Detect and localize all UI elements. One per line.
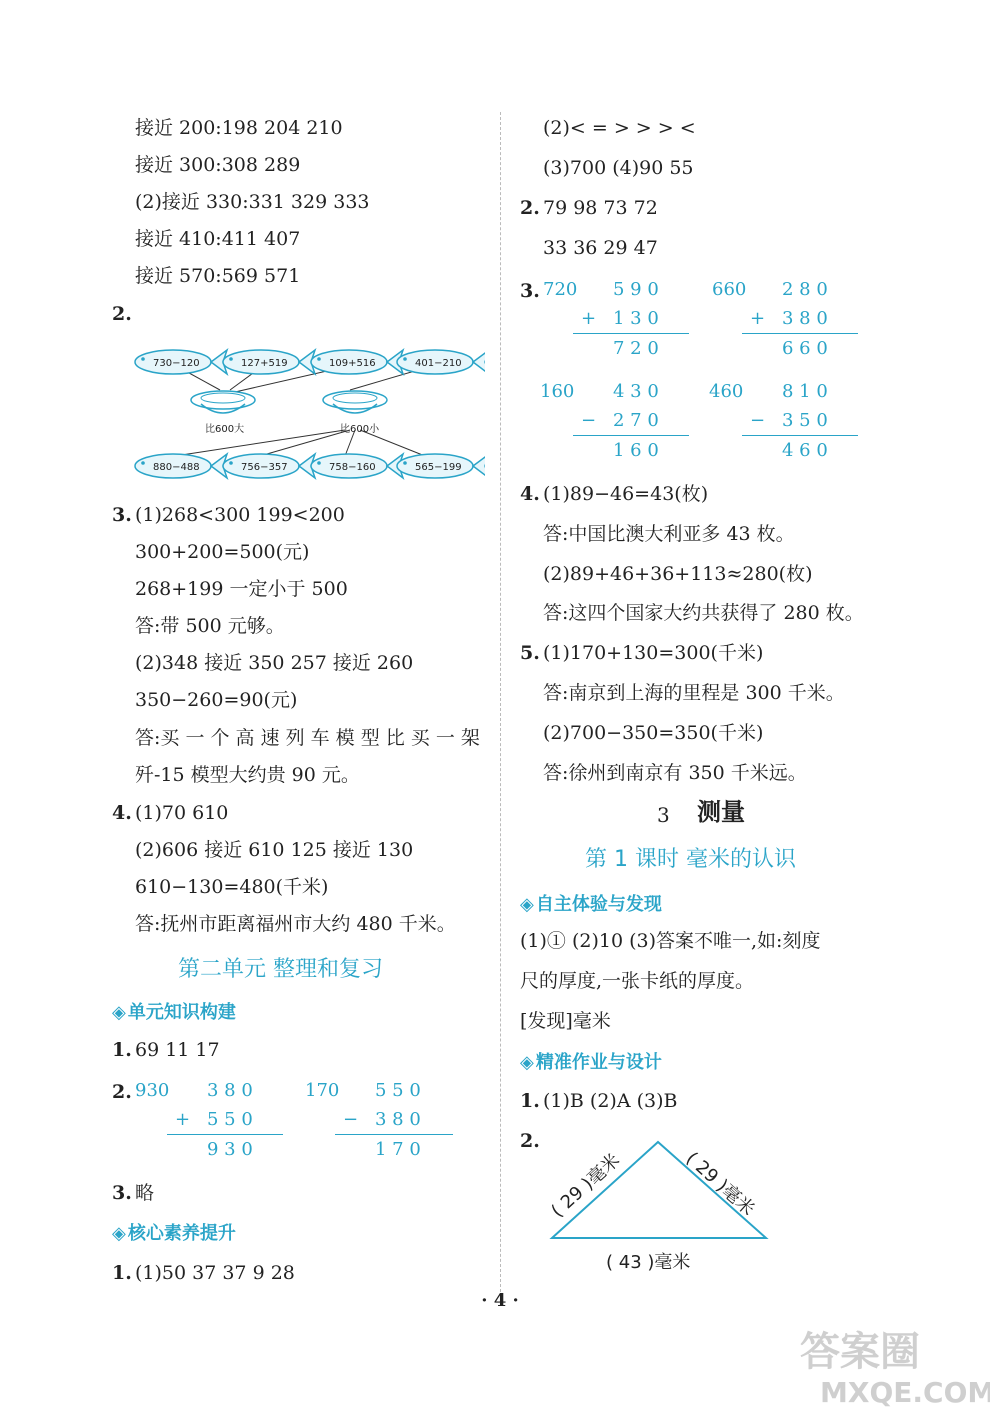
- unit-title: 第二单元 整理和复习: [178, 957, 383, 982]
- question-number: 2.: [520, 1130, 540, 1152]
- text-line: 79 98 73 72: [543, 197, 658, 219]
- section-heading: ◈ 单元知识构建: [112, 1002, 236, 1023]
- fish-label: 401−210: [415, 358, 462, 369]
- text-line: 答:南京到上海的里程是 300 千米。: [543, 682, 845, 704]
- text-line: (1)70 610: [135, 802, 229, 824]
- text-line: 69 11 17: [135, 1039, 220, 1061]
- question-number: 2.: [520, 197, 540, 219]
- text-line: (2)89+46+36+113≈280(枚): [543, 563, 813, 585]
- column-divider: [500, 112, 501, 1302]
- triangle-diagram: [530, 1130, 800, 1280]
- text-line: 接近 300:308 289: [135, 154, 301, 176]
- text-line: 歼-15 模型大约贵 90 元。: [135, 764, 360, 786]
- question-number: 1.: [112, 1262, 132, 1284]
- question-number: 1.: [112, 1039, 132, 1061]
- section-heading: ◈ 精准作业与设计: [520, 1052, 662, 1073]
- text-line: (2)< = > > > <: [543, 117, 696, 139]
- vertical-calculation: 460 8 1 0 − 3 5 0 4 6 0: [709, 381, 869, 471]
- diamond-icon: ◈: [112, 1002, 126, 1023]
- question-number: 2.: [112, 303, 132, 325]
- diamond-icon: ◈: [520, 1052, 534, 1073]
- question-number: 4.: [520, 483, 540, 505]
- svg-text:答案圈: 答案圈: [800, 1329, 920, 1375]
- question-number: 3.: [112, 1182, 132, 1204]
- fish-label: 758−160: [329, 462, 376, 473]
- triangle-right-label: ( 29 )毫米: [681, 1148, 759, 1221]
- triangle-left-label: ( 29 )毫米: [547, 1149, 625, 1222]
- text-line: 接近 200:198 204 210: [135, 117, 343, 139]
- question-number: 1.: [520, 1090, 540, 1112]
- vertical-calculation: 160 4 3 0 − 2 7 0 1 6 0: [540, 381, 700, 471]
- page-number: · 4 ·: [481, 1290, 519, 1311]
- text-line: 接近 570:569 571: [135, 265, 301, 287]
- text-line: (2)348 接近 350 257 接近 260: [135, 652, 414, 674]
- vertical-calculation: 930 3 8 0 + 5 5 0 9 3 0: [135, 1080, 295, 1170]
- vertical-calculation: 660 2 8 0 + 3 8 0 6 6 0: [712, 279, 872, 369]
- text-line: (2)接近 330:331 329 333: [135, 191, 370, 213]
- text-line: (3)700 (4)90 55: [543, 157, 694, 179]
- text-line: (1)① (2)10 (3)答案不唯一,如:刻度: [520, 930, 821, 952]
- question-number: 5.: [520, 642, 540, 664]
- text-line: 接近 410:411 407: [135, 228, 301, 250]
- fish-label: 127+519: [241, 358, 288, 369]
- question-number: 3.: [520, 280, 540, 302]
- plate-icon: [191, 391, 255, 413]
- text-line: 答:这四个国家大约共获得了 280 枚。: [543, 602, 864, 624]
- text-line: 答:抚州市距离福州市大约 480 千米。: [135, 913, 456, 935]
- chapter-title: 测量: [697, 798, 745, 826]
- vertical-calculation: 720 5 9 0 + 1 3 0 7 2 0: [543, 279, 703, 369]
- fish-plate-diagram: [125, 338, 485, 488]
- text-line: (1)89−46=43(枚): [543, 483, 709, 505]
- section-heading: ◈ 自主体验与发现: [520, 894, 662, 915]
- fish-label: 730−120: [153, 358, 200, 369]
- question-number: 3.: [112, 504, 132, 526]
- fish-label: 565−199: [415, 462, 462, 473]
- text-line: (1)170+130=300(千米): [543, 642, 764, 664]
- text-line: 答:徐州到南京有 350 千米远。: [543, 762, 807, 784]
- diamond-icon: ◈: [112, 1223, 126, 1244]
- text-line: 答:买 一 个 高 速 列 车 模 型 比 买 一 架: [135, 727, 480, 749]
- text-line: (2)606 接近 610 125 接近 130: [135, 839, 414, 861]
- text-line: (1)B (2)A (3)B: [543, 1090, 678, 1112]
- plate-icon: [323, 391, 387, 413]
- text-line: 略: [135, 1182, 155, 1204]
- text-line: 答:中国比澳大利亚多 43 枚。: [543, 523, 795, 545]
- text-line: [发现]毫米: [520, 1010, 611, 1032]
- text-line: (2)700−350=350(千米): [543, 722, 764, 744]
- svg-text:MXQE.COM: MXQE.COM: [820, 1376, 990, 1409]
- text-line: (1)268<300 199<200: [135, 504, 345, 526]
- text-line: 答:带 500 元够。: [135, 615, 285, 637]
- question-number: 4.: [112, 802, 132, 824]
- chapter-number: 3: [657, 803, 670, 827]
- vertical-calculation: 170 5 5 0 − 3 8 0 1 7 0: [305, 1080, 465, 1170]
- fish-label: 756−357: [241, 462, 288, 473]
- plate-label: 比600小: [340, 424, 380, 435]
- fish-label: 109+516: [329, 358, 376, 369]
- plate-label: 比600大: [205, 424, 245, 435]
- text-line: (1)50 37 37 9 28: [135, 1262, 295, 1284]
- text-line: 610−130=480(千米): [135, 876, 329, 898]
- lesson-title: 第 1 课时 毫米的认识: [585, 847, 796, 872]
- text-line: 268+199 一定小于 500: [135, 578, 348, 600]
- section-heading: ◈ 核心素养提升: [112, 1223, 236, 1244]
- fish-label: 880−488: [153, 462, 200, 473]
- triangle-bottom-label: ( 43 )毫米: [606, 1252, 691, 1273]
- text-line: 尺的厚度,一张卡纸的厚度。: [520, 970, 755, 992]
- text-line: 33 36 29 47: [543, 237, 658, 259]
- diamond-icon: ◈: [520, 894, 534, 915]
- question-number: 2.: [112, 1081, 132, 1103]
- text-line: 350−260=90(元): [135, 689, 298, 711]
- watermark: [790, 1320, 990, 1414]
- text-line: 300+200=500(元): [135, 541, 310, 563]
